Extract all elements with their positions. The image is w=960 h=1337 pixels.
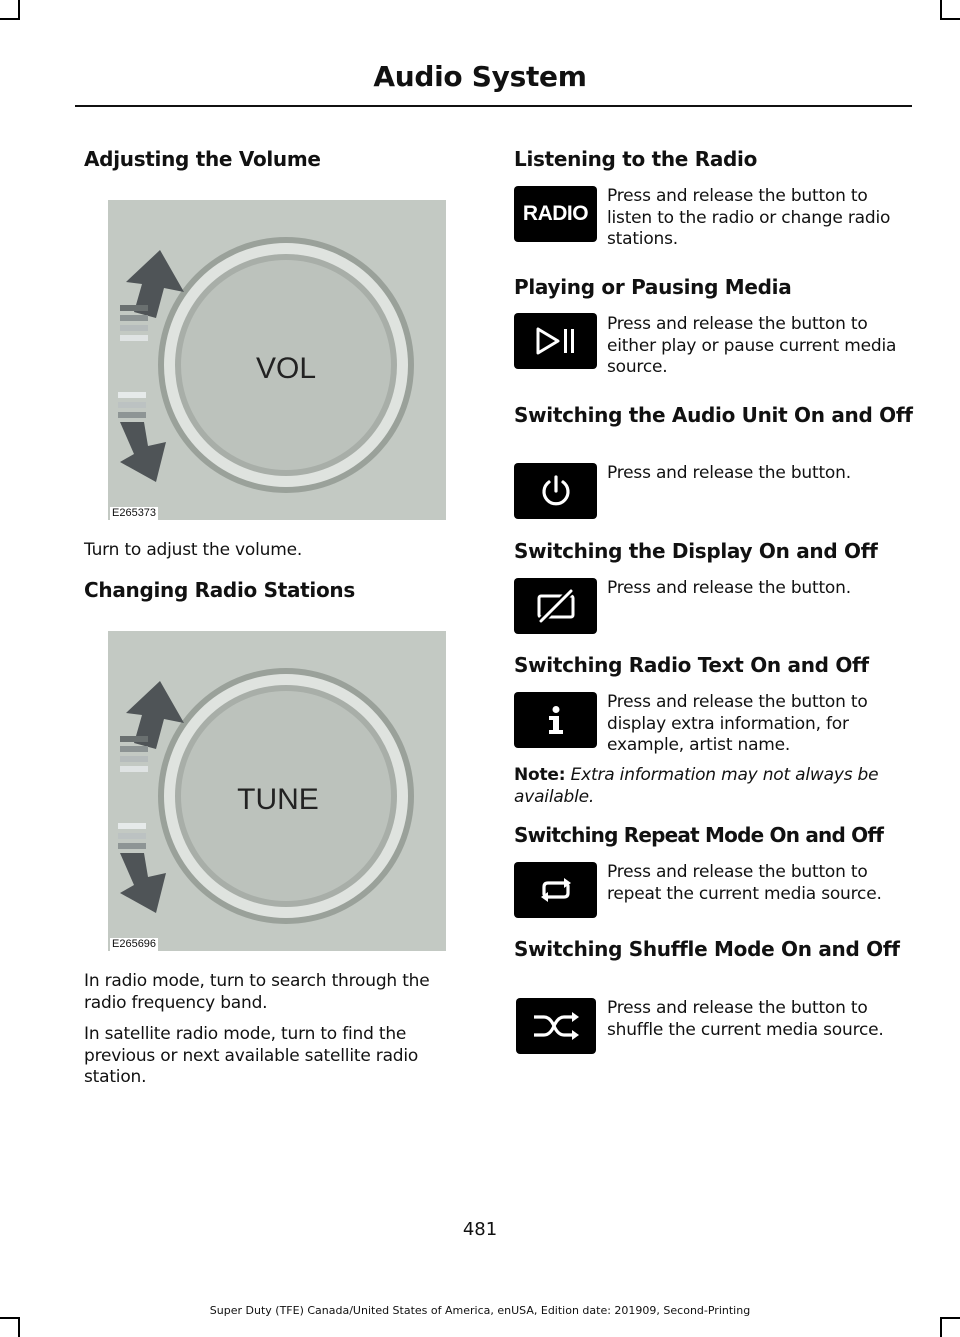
tune-knob-figure <box>108 631 446 951</box>
title-divider <box>75 105 912 107</box>
note-text: Extra information may not always be available. <box>514 765 879 807</box>
section-heading-repeat: Switching Repeat Mode On and Off <box>514 823 884 847</box>
repeat-icon <box>514 862 597 918</box>
radio-button-icon <box>514 186 597 242</box>
crop-mark <box>0 18 20 20</box>
crop-mark <box>940 1317 960 1319</box>
knob-label: TUNE <box>237 783 319 816</box>
shuffle-icon <box>516 998 596 1054</box>
page-title: Audio System <box>373 60 587 93</box>
section-heading-radiotext: Switching Radio Text On and Off <box>514 653 869 677</box>
crop-mark <box>940 18 960 20</box>
figure-id: E265373 <box>112 507 157 519</box>
page-number: 481 <box>462 1219 498 1240</box>
power-icon <box>514 463 597 519</box>
repeat-description: Press and release the button to repeat the current media source. <box>607 862 882 904</box>
display-off-icon <box>514 578 597 634</box>
radiotext-description: Press and release the button to display extra information, for example, artist name. <box>607 692 868 755</box>
crop-mark <box>940 1317 942 1337</box>
figure-id: E265696 <box>112 938 157 950</box>
stations-description-2: In satellite radio mode, turn to find the previous or next available satellite radio station. <box>84 1024 419 1087</box>
display-description: Press and release the button. <box>607 578 851 598</box>
section-heading-playpause: Playing or Pausing Media <box>514 275 792 299</box>
crop-mark <box>940 0 942 20</box>
crop-mark <box>18 0 20 20</box>
section-heading-radio: Listening to the Radio <box>514 147 758 171</box>
radio-description: Press and release the button to listen to the radio or change radio stations. <box>607 186 891 249</box>
note-label: Note: <box>514 765 566 785</box>
crop-mark <box>18 1317 20 1337</box>
play-pause-icon <box>514 313 597 369</box>
footer-text: Super Duty (TFE) Canada/United States of America, enUSA, Edition date: 201909, Second-Printing <box>209 1304 751 1317</box>
section-heading-volume: Adjusting the Volume <box>84 147 321 171</box>
section-heading-display: Switching the Display On and Off <box>514 539 878 563</box>
crop-mark <box>0 1317 20 1319</box>
stations-description-1: In radio mode, turn to search through the radio frequency band. <box>84 971 430 1013</box>
section-heading-stations: Changing Radio Stations <box>84 578 355 602</box>
section-heading-power: Switching the Audio Unit On and Off <box>514 403 913 427</box>
section-heading-shuffle: Switching Shuffle Mode On and Off <box>514 937 900 961</box>
info-icon <box>514 692 597 748</box>
volume-description: Turn to adjust the volume. <box>84 540 303 560</box>
radiotext-note <box>514 765 914 808</box>
radio-button-label: RADIO <box>522 202 589 225</box>
knob-label: VOL <box>255 352 317 385</box>
playpause-description: Press and release the button to either play or pause current media source. <box>607 314 897 377</box>
power-description: Press and release the button. <box>607 463 851 483</box>
volume-knob-figure <box>108 200 446 520</box>
shuffle-description: Press and release the button to shuffle the current media source. <box>607 998 884 1040</box>
